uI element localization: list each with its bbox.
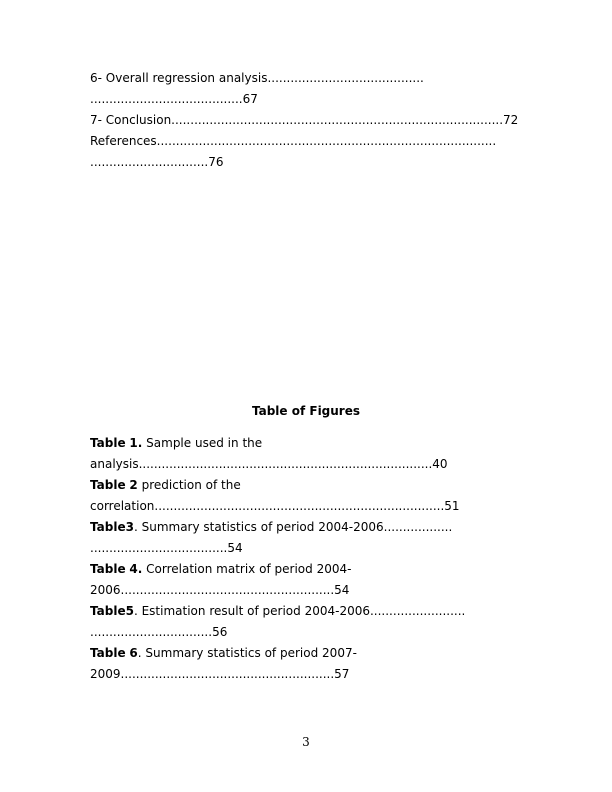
figure-word: 2004- [316,562,352,576]
toc-word: analysis......................................... [218,71,424,85]
figure-entry-line2: ................................56 [90,625,228,639]
figure-word: Estimation [141,604,206,618]
figure-entry-table-1[interactable] [90,433,522,475]
figure-word: 2004-2006......................... [304,604,466,618]
figure-label: Table3. [90,520,138,534]
figure-entry-table-2[interactable] [90,475,522,517]
toc-entry-overall-regression[interactable] [90,68,522,110]
figure-word: of [259,562,271,576]
figure-word: the [221,478,241,492]
figure-number: 6. [129,646,142,660]
figure-label: Table5. [90,604,138,618]
figure-word: 2007- [322,646,357,660]
figure-word: Sample [146,436,192,450]
figure-number: 1. [129,436,143,450]
toc-entry-conclusion[interactable] [90,110,522,131]
figure-number: 2 [129,478,138,492]
page-number: 3 [302,735,310,749]
figure-entry-table-4[interactable] [90,559,522,601]
toc-entry-line1: References......................................................................................... [90,134,497,148]
table-of-figures-heading: Table of Figures [251,404,361,418]
toc-word: 6- [90,71,102,85]
figure-entry-line1 [90,433,522,454]
figure-word: 2004-2006.................. [318,520,453,534]
figure-word: result [209,604,244,618]
toc-entry-line2: ...............................76 [90,155,224,169]
figure-label-bold: Table5 [90,604,134,618]
figure-entry-line1 [90,643,522,664]
figure-entry-table-6[interactable] [90,643,522,685]
figure-word: period [276,520,315,534]
figure-entry-line2: correlation............................................................................51 [90,499,460,513]
figure-entry-table-3[interactable] [90,517,522,559]
toc-entry-references[interactable] [90,131,522,173]
figure-word: statistics [207,646,261,660]
figure-entry-line2: 2009........................................................57 [90,667,350,681]
figure-word: Summary [145,646,204,660]
figure-label: Table [90,646,126,660]
toc-entry-line1 [90,68,522,89]
figure-word: period [262,604,301,618]
figure-label: Table [90,436,126,450]
figure-word: prediction [141,478,202,492]
figure-label: Table [90,478,126,492]
figure-entry-line1 [90,517,522,538]
toc-word: regression [152,71,216,85]
figure-word: matrix [216,562,256,576]
figure-entry-line1 [90,475,522,496]
figure-label: Table [90,562,126,576]
figure-word: statistics [203,520,257,534]
figure-entry-line2: 2006........................................................54 [90,583,350,597]
toc-word: Overall [105,71,149,85]
figure-word: of [205,478,218,492]
figure-entry-table-5[interactable] [90,601,522,643]
figure-number: 4. [129,562,143,576]
figure-word: Correlation [146,562,213,576]
figure-word: in [227,436,239,450]
figure-word: period [274,562,313,576]
figure-word: Summary [141,520,200,534]
toc-entry-line1: 7- Conclusion.......................................................................................72 [90,113,519,127]
figure-word: the [242,436,263,450]
figure-word: period [279,646,319,660]
figure-word: of [247,604,259,618]
figure-word: of [264,646,277,660]
figure-word: used [194,436,224,450]
toc-entry-line2: ........................................67 [90,92,258,106]
figure-word: of [260,520,273,534]
figure-label-bold: Table3 [90,520,134,534]
figure-entry-line2: analysis.............................................................................40 [90,457,448,471]
figure-entry-line1 [90,559,522,580]
figure-entry-line1 [90,601,522,622]
figure-entry-line2: ....................................54 [90,541,243,555]
figure-number-bold: 6 [129,646,138,660]
